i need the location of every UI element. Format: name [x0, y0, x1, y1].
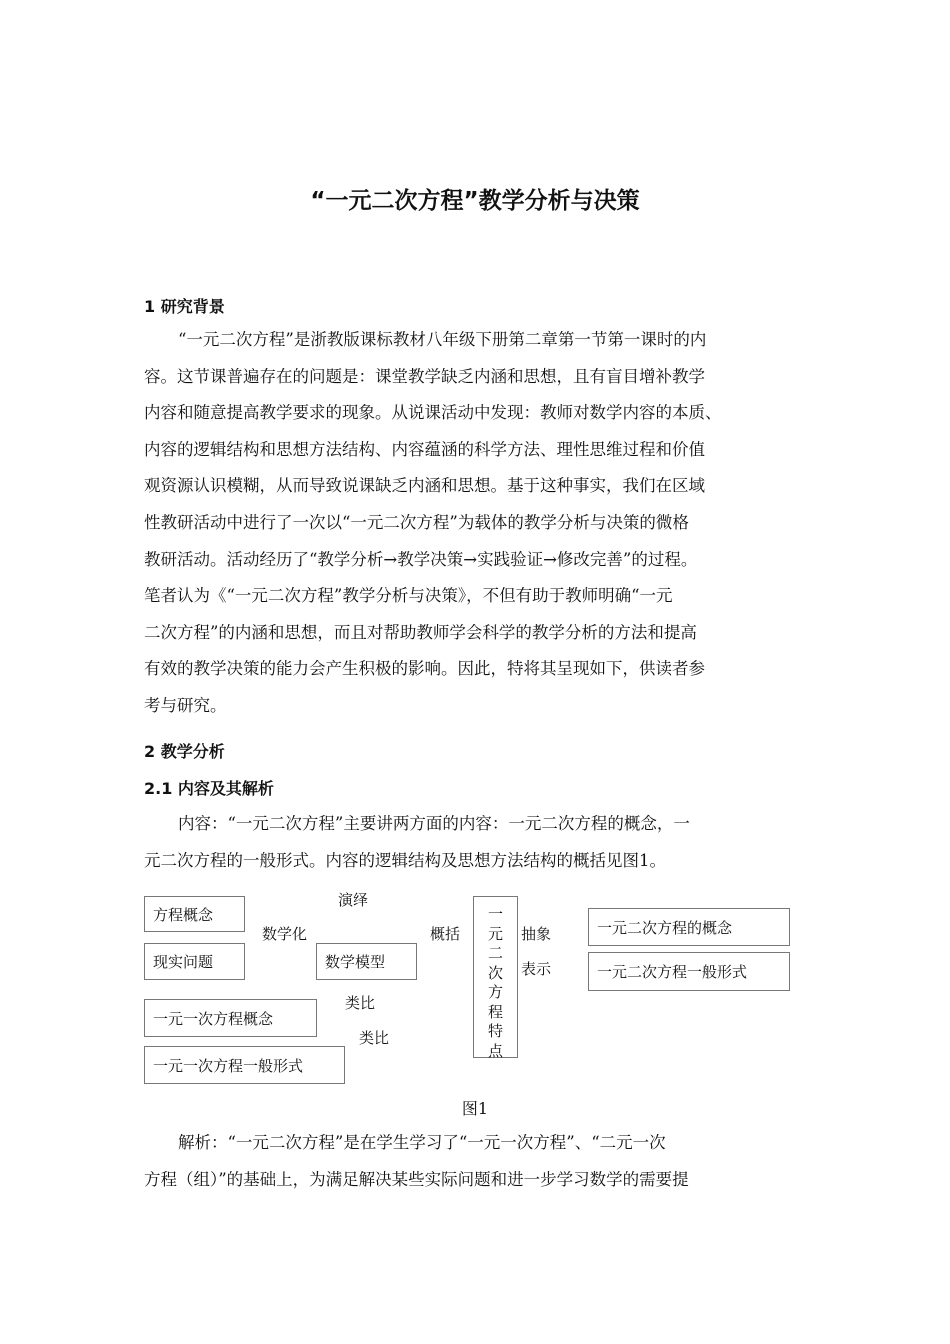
vertical-char: 次 [487, 963, 503, 982]
paragraph-line: “一元二次方程”是浙教版课标教材八年级下册第二章第一节第一课时的内 [178, 330, 707, 349]
box-linear-form: 一元一次方程一般形式 [144, 1046, 345, 1084]
box-quadratic-form: 一元二次方程一般形式 [588, 952, 790, 991]
label-represent: 表示 [521, 960, 552, 978]
paragraph-line: 方程（组）”的基础上，为满足解决某些实际问题和进一步学习数学的需要提 [144, 1169, 689, 1189]
paragraph-line: 元二次方程的一般形式。内容的逻辑结构及思想方法结构的概括见图1。 [144, 850, 666, 870]
section-2-1-heading: 2.1 内容及其解析 [144, 779, 274, 798]
label-abstract: 抽象 [521, 925, 552, 943]
vertical-char: 方 [487, 983, 503, 1001]
vertical-char: 一 [487, 905, 503, 923]
paragraph-line: 教研活动。活动经历了“教学分析→教学决策→实践验证→修改完善”的过程。 [144, 549, 698, 569]
vertical-char: 特 [487, 1022, 503, 1040]
box-concept: 方程概念 [144, 896, 245, 932]
figure-caption: 图1 [461, 1099, 489, 1118]
label-analogy: 类比 [345, 994, 376, 1012]
box-math-model: 数学模型 [316, 943, 417, 980]
page-title: “一元二次方程”教学分析与决策 [310, 188, 640, 214]
section-2-intro [144, 806, 810, 879]
paragraph-line: 解析：“一元二次方程”是在学生学习了“一元一次方程”、“二元一次 [178, 1133, 666, 1152]
vertical-char: 程 [487, 1002, 503, 1021]
paragraph-line: 有效的教学决策的能力会产生积极的影响。因此，特将其呈现如下，供读者参 [144, 659, 705, 679]
section-1-paragraph [144, 322, 810, 725]
vertical-char: 二 [487, 944, 503, 962]
paragraph-line: 笔者认为《“一元二次方程”教学分析与决策》，不但有助于教师明确“一元 [144, 586, 673, 606]
vertical-char: 元 [487, 924, 503, 943]
vertical-char: 点 [487, 1041, 503, 1060]
label-deduce: 演绎 [338, 891, 369, 909]
paragraph-line: 观资源认识模糊，从而导致说课缺乏内涵和思想。基于这种事实，我们在区域 [144, 476, 705, 496]
paragraph-line: 容。这节课普遍存在的问题是：课堂教学缺乏内涵和思想，且有盲目增补教学 [144, 366, 705, 386]
analysis-paragraph [144, 1125, 810, 1198]
paragraph-line: 考与研究。 [144, 695, 227, 715]
box-linear-concept: 一元一次方程概念 [144, 999, 317, 1037]
paragraph-line: 内容和随意提高教学要求的现象。从说课活动中发现：教师对数学内容的本质、 [144, 403, 722, 423]
paragraph-line: 性教研活动中进行了一次以“一元二次方程”为载体的教学分析与决策的微格 [144, 512, 689, 532]
box-quadratic-features [473, 896, 518, 1058]
paragraph-line: 二次方程”的内涵和思想，而且对帮助教师学会科学的教学分析的方法和提高 [144, 622, 697, 642]
section-2-heading: 2 教学分析 [144, 742, 225, 761]
label-analogy: 类比 [359, 1029, 390, 1047]
label-mathematize: 数学化 [262, 925, 308, 943]
paragraph-line: 内容：“一元二次方程”主要讲两方面的内容：一元二次方程的概念，一 [178, 814, 690, 833]
paragraph-line: 内容的逻辑结构和思想方法结构、内容蕴涵的科学方法、理性思维过程和价值 [144, 439, 705, 459]
section-1-heading: 1 研究背景 [144, 297, 225, 316]
box-real-problem: 现实问题 [144, 943, 245, 980]
box-quadratic-concept: 一元二次方程的概念 [588, 908, 790, 946]
label-generalize: 概括 [430, 925, 461, 943]
